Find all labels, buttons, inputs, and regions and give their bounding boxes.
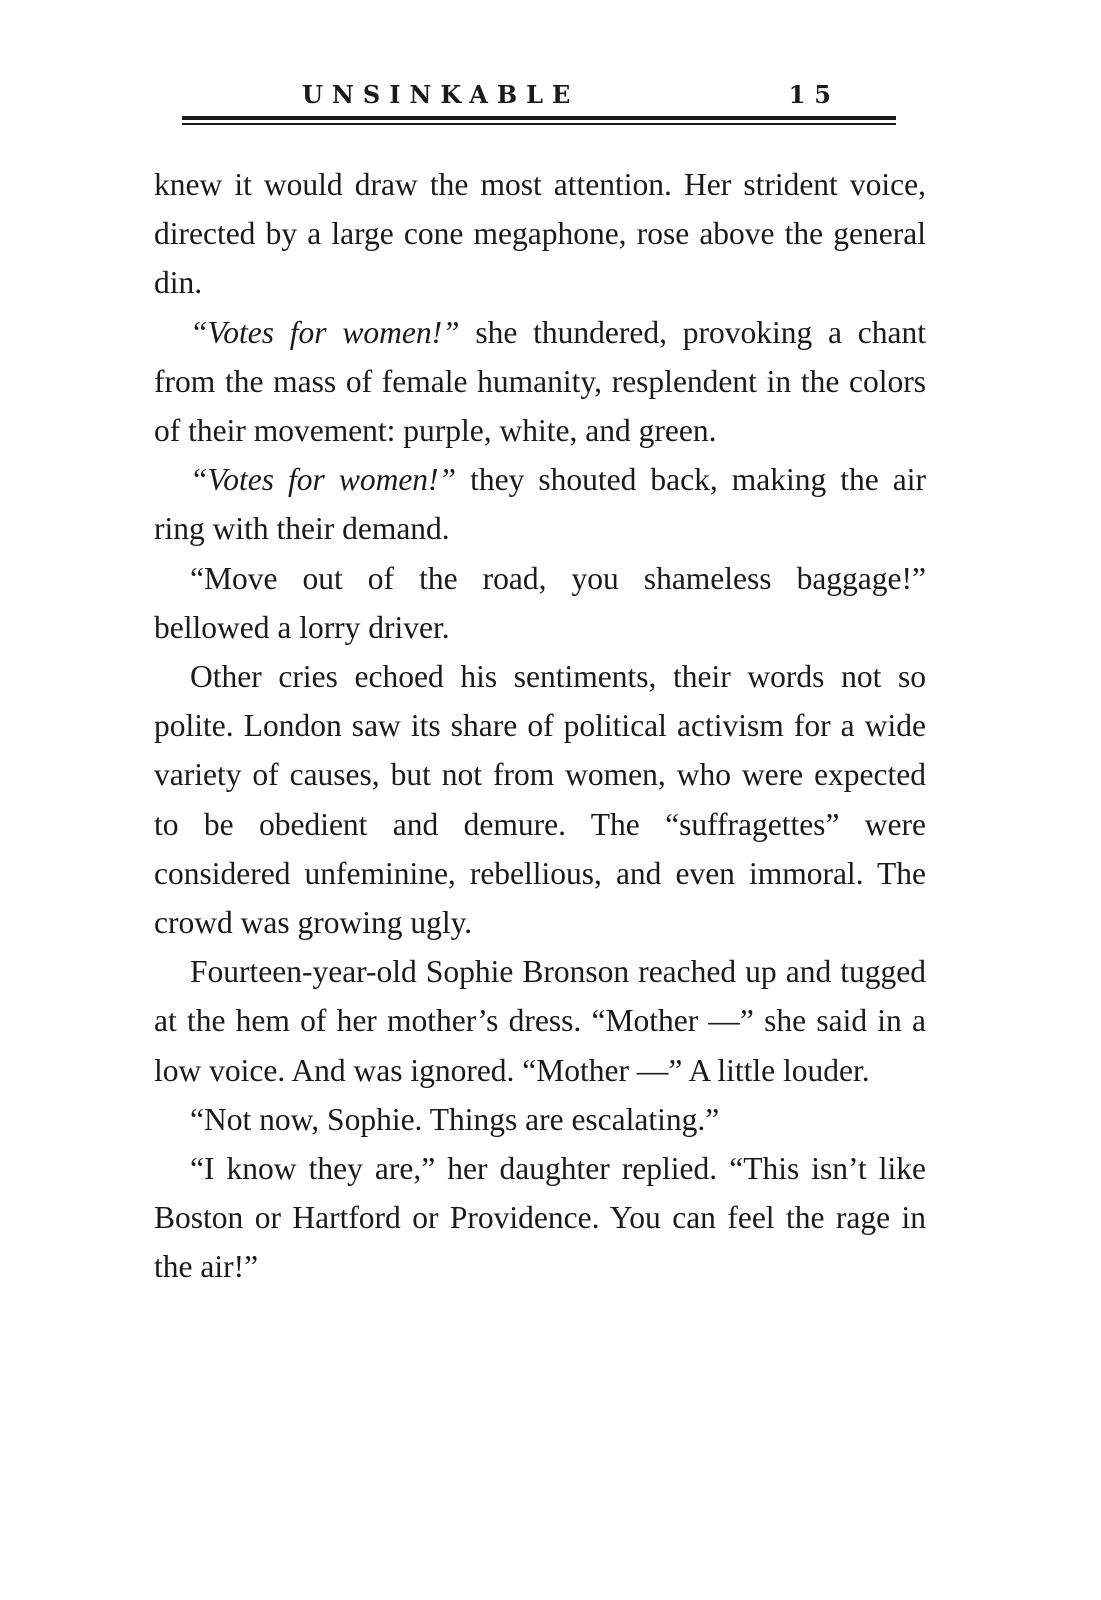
paragraph-text: “I know they are,” her daughter replied. “This isn’t like Boston or Hartford or Providence. You can feel the rage in the air!”: [154, 1151, 926, 1285]
paragraph: [154, 455, 926, 553]
paragraph-text: Other cries echoed his sentiments, their words not so polite. London saw its share of political activism for a wide variety of causes, but not from women, who were expected to be obedient and demure. The “suffragettes” were considered unfeminine, rebellious, and even immoral. The crowd was growing ugly.: [154, 659, 926, 941]
paragraph-quote: “Votes for women!”: [190, 314, 460, 350]
paragraph-text: “Not now, Sophie. Things are escalating.”: [190, 1101, 720, 1137]
book-title: UNSINKABLE: [302, 80, 580, 109]
header-rule-thick: [182, 116, 896, 120]
header-rule-thin: [182, 123, 896, 125]
page-number: 15: [788, 80, 840, 109]
paragraph: [154, 308, 926, 456]
paragraph-text: she thundered, provoking a chant from the mass of female humanity, resplendent in the colors of their movement: purple, white, and green.: [154, 314, 926, 449]
paragraph: [154, 1095, 926, 1144]
body-text: [154, 160, 926, 1292]
paragraph: [154, 652, 926, 947]
running-head: [182, 80, 896, 110]
paragraph-text: Fourteen-year-old Sophie Bronson reached up and tugged at the hem of her mother’s dress. “Mother —” she said in a low voice. And was ignored. “Mother —” A little louder.: [154, 954, 926, 1088]
paragraph: [154, 160, 926, 308]
paragraph: [154, 947, 926, 1095]
paragraph-text: knew it would draw the most attention. Her strident voice, directed by a large cone megaphone, rose above the general din.: [154, 167, 926, 301]
paragraph: [154, 1144, 926, 1292]
paragraph: [154, 554, 926, 652]
paragraph-quote: “Votes for women!”: [190, 462, 457, 498]
paragraph-text: “Move out of the road, you shameless baggage!” bellowed a lorry driver.: [154, 560, 926, 645]
paragraph-text: they shouted back, making the air ring with their demand.: [154, 462, 926, 547]
